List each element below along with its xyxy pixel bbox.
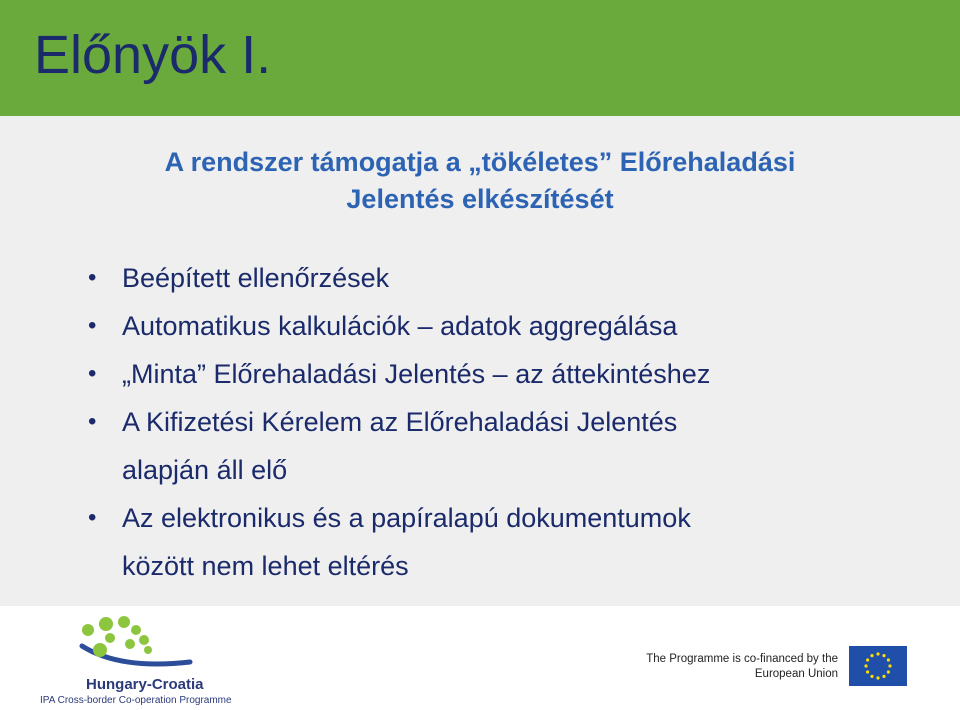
bullet-text: Beépített ellenőrzések bbox=[122, 263, 390, 293]
bullet-text-continuation: alapján áll elő bbox=[122, 455, 288, 485]
bullet-text-continuation: között nem lehet eltérés bbox=[122, 551, 409, 581]
eu-flag-icon bbox=[849, 646, 907, 686]
bullet-dot-icon: • bbox=[88, 504, 97, 531]
slide-subtitle bbox=[60, 144, 900, 218]
bullet-item bbox=[88, 398, 928, 494]
bullet-dot-icon: • bbox=[88, 312, 97, 339]
subtitle-line-2: Jelentés elkészítését bbox=[346, 184, 614, 214]
bullet-list bbox=[88, 254, 928, 590]
bullet-text: A Kifizetési Kérelem az Előrehaladási Jelentés bbox=[122, 407, 678, 437]
bullet-dot-icon: • bbox=[88, 360, 97, 387]
bullet-text: „Minta” Előrehaladási Jelentés – az áttekintéshez bbox=[122, 359, 711, 389]
slide-title: Előnyök I. bbox=[34, 25, 272, 85]
bullet-item bbox=[88, 254, 928, 302]
bullet-item bbox=[88, 350, 928, 398]
programme-subtitle: IPA Cross-border Co-operation Programme bbox=[40, 695, 232, 706]
bullet-item bbox=[88, 494, 928, 590]
programme-name: Hungary-Croatia bbox=[86, 676, 204, 693]
programme-logo-text bbox=[40, 676, 240, 708]
bullet-text: Automatikus kalkulációk – adatok aggregálása bbox=[122, 311, 678, 341]
cofinance-line-2: European Union bbox=[754, 668, 838, 680]
cofinance-note bbox=[646, 652, 838, 682]
cofinance-line-1: The Programme is co-financed by the bbox=[646, 653, 838, 665]
content-area bbox=[0, 116, 960, 606]
title-bar bbox=[0, 0, 960, 116]
bullet-text: Az elektronikus és a papíralapú dokumentumok bbox=[122, 503, 691, 533]
bullet-dot-icon: • bbox=[88, 408, 97, 435]
bullet-item bbox=[88, 302, 928, 350]
bullet-dot-icon: • bbox=[88, 264, 97, 291]
subtitle-line-1: A rendszer támogatja a „tökéletes” Előrehaladási bbox=[164, 147, 796, 177]
